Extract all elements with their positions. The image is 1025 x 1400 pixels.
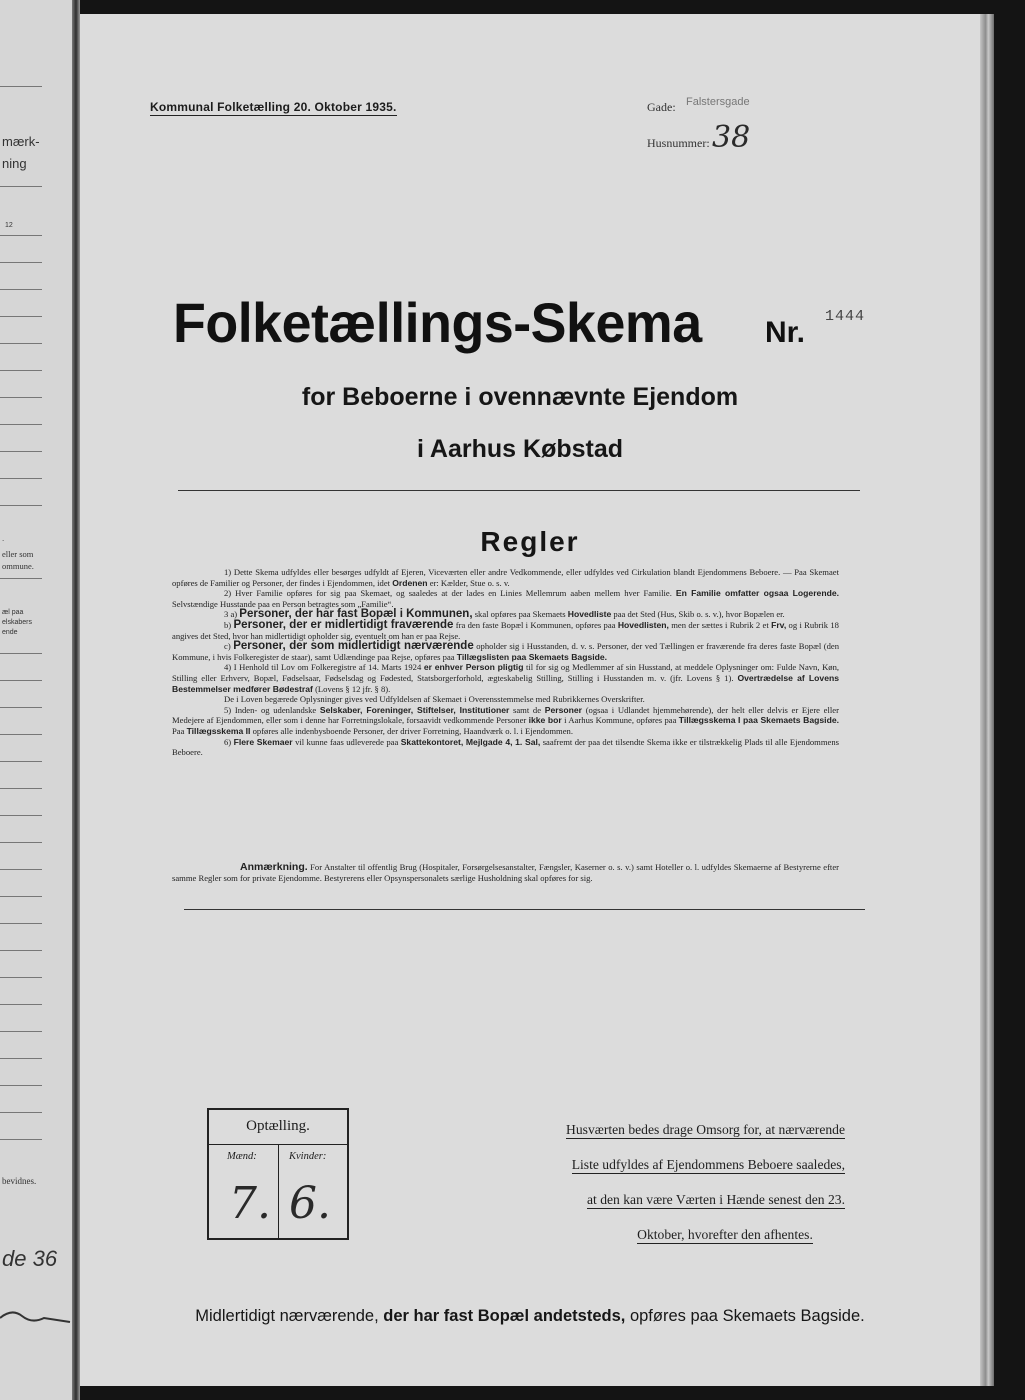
left-rule — [0, 262, 42, 263]
rules-text — [172, 567, 839, 758]
left-fragment: æl paa — [2, 609, 24, 616]
count-box — [207, 1108, 349, 1240]
form-location: i Aarhus Købstad — [416, 435, 624, 463]
left-rule — [0, 478, 42, 479]
left-scribble — [0, 1300, 72, 1330]
count-title: Optælling. — [246, 1118, 310, 1134]
left-rule — [0, 289, 42, 290]
house-number-value: 38 — [712, 120, 751, 155]
page-edge — [980, 14, 994, 1386]
rule-3c: c) Personer, der som midlertidigt nærværende opholder sig i Husstanden, d. v. s. Personer, der ved Tællingen er fraværende fra deres faste Bopæl (den Kommune, i hvis Folkeregister de staar), samt Udlændinge paa Rejse, opføres paa Tillægslisten paa Skemaets Bagside. — [172, 640, 839, 662]
landlord-notice — [505, 1112, 845, 1252]
left-rule — [0, 950, 42, 951]
form-subtitle: for Beboerne i ovennævnte Ejendom — [301, 383, 739, 411]
left-rule — [0, 707, 42, 708]
left-rule — [0, 869, 42, 870]
left-rule — [0, 316, 42, 317]
street-value: Falstersgade — [686, 96, 750, 108]
left-rule — [0, 680, 42, 681]
remark-text: For Anstalter til offentlig Brug (Hospitaler, Forsørgelsesanstalter, Fængsler, Kaserner o. s. v.) samt Hoteller o. l. udfyldes Skemaerne af Bestyrerne efter samme Regler som for private Ejendomme. Bestyrerens eller Opsynspersonalets særlige Husholdning skal opføres for sig. — [172, 862, 839, 883]
left-rule — [0, 424, 42, 425]
rules-heading: Regler — [480, 526, 580, 557]
left-fragment: elskabers — [2, 619, 32, 626]
rule-3b: b) Personer, der er midlertidigt fraværende fra den faste Bopæl i Kommunen, opføres paa Hovedlisten, men der sættes i Rubrik 2 et Frv, og i Rubrik 18 angives det Sted, hvor han midlertidigt opholder sig, eventuelt om han er paa Rejse. — [172, 618, 839, 641]
left-rule — [0, 451, 42, 452]
left-rule — [0, 370, 42, 371]
women-label: Kvinder: — [289, 1151, 327, 1162]
notice-line: Liste udfyldes af Ejendommens Beboere saaledes, — [571, 1157, 845, 1172]
notice-line: at den kan være Værten i Hænde senest den 23. — [587, 1192, 845, 1207]
left-rule — [0, 923, 42, 924]
footer-note: Midlertidigt nærværende, der har fast Bopæl andetsteds, opføres paa Skemaets Bagside. — [195, 1307, 865, 1325]
left-rule — [0, 842, 42, 843]
left-fragment: 12 — [5, 222, 13, 229]
left-rule — [0, 578, 42, 579]
divider-top — [178, 490, 860, 491]
left-rule — [0, 734, 42, 735]
left-rule — [0, 977, 42, 978]
notice-line: Husværten bedes drage Omsorg for, at nærværende — [566, 1122, 845, 1137]
left-rule — [0, 235, 42, 236]
remark-note — [172, 862, 839, 884]
men-count: 7. — [229, 1178, 271, 1229]
house-number-label: Husnummer: — [647, 136, 710, 150]
number-label: Nr. — [765, 316, 806, 349]
rule-3a: 3 a) Personer, der har fast Bopæl i Kommunen, skal opføres paa Skemaets Hovedliste paa det Sted (Hus, Skib o. s. v.), hvor Bopælen er. — [224, 608, 785, 621]
left-page-sliver — [0, 0, 72, 1400]
left-rule — [0, 1031, 42, 1032]
left-fragment: ommune. — [2, 561, 34, 571]
left-fragment: bevidnes. — [2, 1176, 37, 1186]
left-rule — [0, 343, 42, 344]
left-rule — [0, 761, 42, 762]
left-rule — [0, 1085, 42, 1086]
rule-2: 2) Hver Familie opføres for sig paa Skemaet, og saaledes at der lades en Linies Mellemrum aaben mellem hver Familie. En Familie omfatter ogsaa Logerende. Selvstændige Husstande paa en Person betragtes som „Familie“. — [172, 588, 839, 609]
left-handwriting: de 36 — [2, 1246, 58, 1271]
divider-bottom — [184, 909, 865, 910]
left-fragment: mærk- — [2, 134, 40, 149]
left-rule — [0, 86, 42, 87]
left-rule — [0, 815, 42, 816]
men-label: Mænd: — [227, 1151, 257, 1162]
left-rule — [0, 1139, 42, 1140]
left-rule — [0, 1004, 42, 1005]
left-fragment: ende — [2, 629, 18, 636]
rule-4: 4) I Henhold til Lov om Folkeregistre af 14. Marts 1924 er enhver Person pligtig til for sig og Medlemmer af sin Husstand, at meddele Oplysninger om: Fulde Navn, Køn, Stilling eller Erhverv, Bopæl, Fødselsaar, Fødselsdag og Fødested, Statsborgerforhold, ægteskabelig Stilling, Stilling i Husstanden m. v. (jfr. Lovens § 1). Overtrædelse af Lovens Bestemmelser medfører Bødestraf (Lovens § 12 jfr. § 8). — [172, 662, 840, 694]
left-rule — [0, 788, 42, 789]
book-spine — [72, 0, 80, 1400]
left-fragment: eller som — [2, 549, 34, 559]
rule-6: 6) Flere Skemaer vil kunne faas udleverede paa Skattekontoret, Mejlgade 4, 1. Sal, saafremt der paa det tilsendte Skema ikke er tilstrækkelig Plads til alle Ejendommens Beboere. — [172, 736, 839, 758]
rule-5: 5) Inden- og udenlandske Selskaber, Foreninger, Stiftelser, Institutioner samt de Personer (ogsaa i Udlandet hjemmehørende), der helt eller delvis er Ejere eller Medejere af Ejendommen, eller som i denne har Forretningslokale, forsaavidt vedkommende Personer ikke bor i Aarhus Kommune, opføres paa Tillægsskema I paa Skemaets Bagside. Paa Tillægsskema II opføres alle indenbysboende Personer, der driver Forretning, Haandværk o. l. i Ejendommen. — [172, 704, 839, 736]
form-number: 1444 — [825, 308, 866, 325]
left-fragment: ning — [2, 156, 27, 171]
left-rule — [0, 186, 42, 187]
form-title: Folketællings-Skema — [173, 291, 702, 354]
notice-line: Oktober, hvorefter den afhentes. — [637, 1227, 813, 1242]
left-rule — [0, 1058, 42, 1059]
left-rule — [0, 653, 42, 654]
left-rule — [0, 505, 42, 506]
left-fragment: . — [2, 534, 5, 543]
left-rule — [0, 896, 42, 897]
rule-4b: De i Loven begærede Oplysninger gives ved Udfyldelsen af Skemaet i Overensstemmelse med Rubrikkernes Overskrifter. — [224, 694, 645, 705]
census-form-page — [80, 14, 980, 1386]
census-title: Kommunal Folketælling 20. Oktober 1935. — [150, 100, 397, 114]
left-rule — [0, 397, 42, 398]
street-label: Gade: — [647, 100, 676, 114]
remark-label: Anmærkning. — [240, 861, 308, 873]
women-count: 6. — [289, 1178, 331, 1229]
count-box-column-divider — [278, 1144, 279, 1238]
left-rule — [0, 1112, 42, 1113]
rule-1: 1) Dette Skema udfyldes eller besørges udfyldt af Ejeren, Viceværten eller andre Vedkommende, eller udfyldes ved Cirkulation blandt Ejendommens Beboere. — Paa Skemaet opføres de Familier og Personer, der findes i Ejendommen, idet Ordenen er: Kælder, Stue o. s. v. — [172, 567, 839, 588]
